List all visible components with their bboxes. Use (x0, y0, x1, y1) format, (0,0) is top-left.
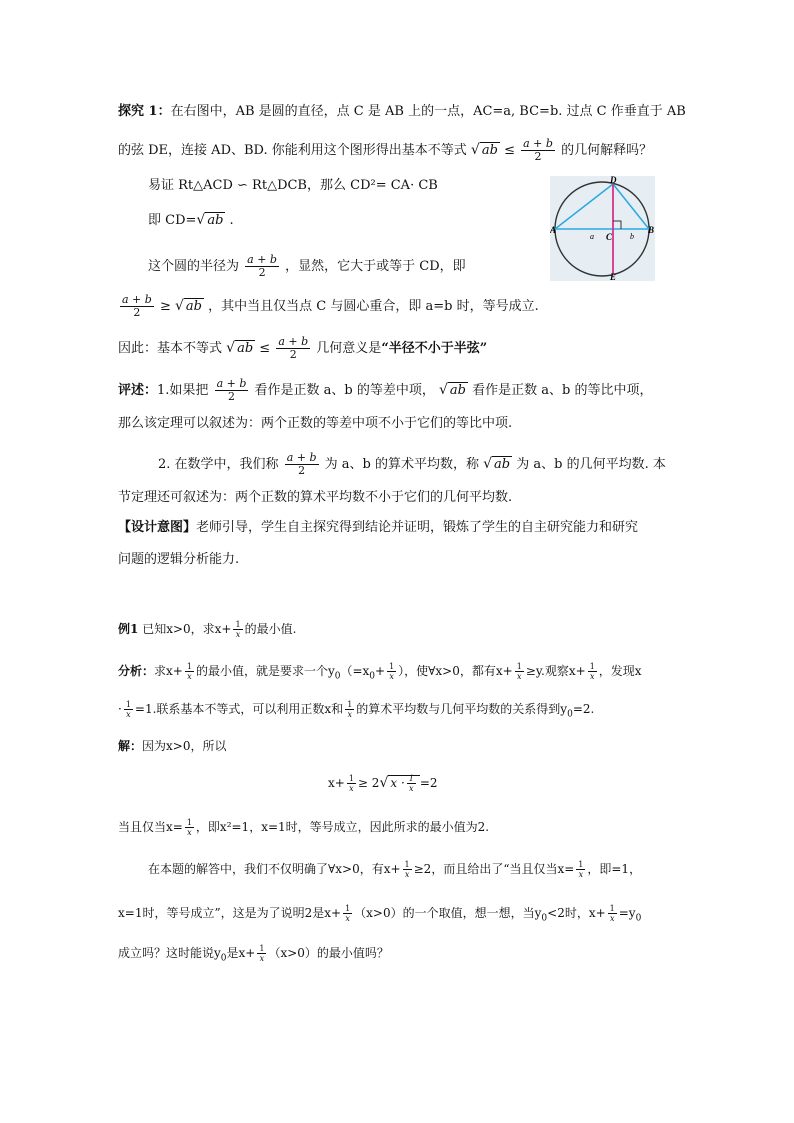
review-line-3: 2. 在数学中，我们称 $\frac{a + b}{2}$ 为 a、b 的算术平均数，称 √ ab 为 a、b 的几何平均数. 本 (158, 451, 666, 477)
frac-a-plus-b-over-2: $\frac{a + b}{2}$ (247, 253, 277, 279)
analysis-line-1: 分析：求x+ $\frac{1}{x}$ 的最小值，就是要求一个$y_0(=x_0+$ $\frac{1}{x}$ ），使∀x>0，都有x+ $\frac{1}{x}$ ≥y.观察x+ $\frac{1}{x}$ ，发现x (118, 662, 642, 682)
frac-1-over-x: $\frac{1}{x}$ (578, 860, 584, 879)
review-label: 评述： (118, 383, 158, 398)
sqrt-x-times-1-over-x: √ x · $\frac{1}{x}$ (379, 774, 419, 793)
frac-1-over-x: $\frac{1}{x}$ (186, 662, 192, 681)
explore-label: 探究 1： (118, 104, 171, 119)
frac-1-over-x: $\frac{1}{x}$ (408, 774, 414, 793)
solution-formula: x+ $\frac{1}{x}$ ≥ 2√ x · $\frac{1}{x}$ =2 (328, 774, 438, 793)
sqrt-ab: √ ab (175, 298, 202, 314)
example-question: 例1 已知x>0，求x+ $\frac{1}{x}$ 的最小值. (118, 620, 297, 639)
solution-label: 解： (118, 739, 143, 753)
label-E: E (610, 272, 617, 281)
example-label: 例1 (118, 622, 139, 636)
circle-diagram-svg (550, 176, 655, 281)
segment-ad (555, 184, 613, 229)
sqrt-ab: √ ab (483, 456, 511, 472)
discussion-line-1: 在本题的解答中，我们不仅明确了∀x>0，有x+ $\frac{1}{x}$ ≥2，而且给出了“当且仅当x= $\frac{1}{x}$ ，即=1， (148, 860, 642, 879)
analysis-label: 分析： (118, 664, 155, 678)
review-line-1: 评述：1.如果把 $\frac{a + b}{2}$ 看作是正数 a、b 的等差中项， √ ab 看作是正数 a、b 的等比中项， (118, 377, 653, 403)
explore-text-2a: 的弦 DE，连接 AD、BD. 你能利用这个图形得出基本不等式 (118, 143, 467, 158)
intent-line-1: 【设计意图】老师引导，学生自主探究得到结论并证明，锻炼了学生的自主研究能力和研究 (118, 520, 639, 535)
proof-line-1: 易证 Rt△ACD ∽ Rt△DCB，那么 CD²= CA· CB (148, 178, 438, 193)
frac-1-over-x: $\frac{1}{x}$ (125, 700, 131, 719)
label-A: A (550, 225, 557, 235)
intent-label: 【设计意图】 (118, 520, 197, 535)
frac-1-over-x: $\frac{1}{x}$ (345, 904, 351, 923)
frac-1-over-x: $\frac{1}{x}$ (589, 662, 595, 681)
circle-diagram (550, 176, 655, 281)
radius-line: 这个圆的半径为 $\frac{a + b}{2}$ ，显然，它大于或等于 CD，即 (148, 253, 466, 279)
explore-text-2b: 的几何解释吗？ (561, 143, 653, 158)
frac-a-plus-b-over-2: $\frac{a + b}{2}$ (286, 451, 317, 477)
frac-1-over-x: $\frac{1}{x}$ (347, 700, 353, 719)
sqrt-ab: √ ab (439, 382, 466, 398)
leq-sign: ≤ (504, 143, 515, 158)
intent-line-2: 问题的逻辑分析能力. (118, 552, 240, 567)
explore-text-1: 在右图中，AB 是圆的直径，点 C 是 AB 上的一点，AC=a, BC=b. 过点 C 作垂直于 AB (170, 104, 686, 119)
label-B: B (648, 225, 655, 235)
frac-a-plus-b-over-2: $\frac{a + b}{2}$ (216, 377, 247, 403)
review-line-2: 那么该定理可以叙述为：两个正数的等差中项不小于它们的等比中项. (118, 416, 513, 431)
frac-1-over-x: $\frac{1}{x}$ (516, 662, 522, 681)
explore-line-1 (118, 104, 686, 120)
frac-a-plus-b-over-2: $\frac{a + b}{2}$ (122, 293, 152, 319)
frac-1-over-x: $\frac{1}{x}$ (389, 662, 395, 681)
frac-1-over-x: $\frac{1}{x}$ (609, 904, 615, 923)
review-line-4: 节定理还可叙述为：两个正数的算术平均数不小于它们的几何平均数. (118, 490, 513, 505)
analysis-line-2: · $\frac{1}{x}$ =1.联系基本不等式，可以利用正数x和 $\frac{1}{x}$ 的算术平均数与几何平均数的关系得到$y_0=2$. (118, 700, 595, 720)
right-angle-mark (613, 221, 621, 229)
proof-line-2: 即 CD=√ ab . (148, 212, 234, 228)
frac-1-over-x: $\frac{1}{x}$ (259, 944, 265, 963)
solution-when-line: 当且仅当x= $\frac{1}{x}$ ，即x²=1，x=1时，等号成立，因此所求的最小值为2. (118, 818, 490, 837)
solution-line-1: 解：因为x>0，所以 (118, 739, 227, 753)
frac-1-over-x: $\frac{1}{x}$ (348, 774, 354, 793)
discussion-line-3: 成立吗？这时能说$y_0$是x+ $\frac{1}{x}$ （x>0）的最小值吗？ (118, 944, 389, 964)
sqrt-ab: √ ab (196, 212, 224, 228)
discussion-line-2: x=1时，等号成立”，这是为了说明2是x+ $\frac{1}{x}$ （x>0）的一个取值，想一想，当$y_0<2$时，x+ $\frac{1}{x}$ $=y_0$ (118, 904, 642, 924)
frac-1-over-x: $\frac{1}{x}$ (186, 818, 192, 837)
frac-1-over-x: $\frac{1}{x}$ (404, 860, 410, 879)
frac-1-over-x: $\frac{1}{x}$ (235, 620, 241, 639)
sqrt-ab: √ ab (226, 340, 254, 356)
therefore-line: 因此：基本不等式 √ ab ≤ $\frac{a + b}{2}$ 几何意义是“半径不小于半弦” (118, 335, 488, 361)
frac-a-plus-b-over-2: $\frac{a + b}{2}$ (278, 335, 309, 361)
sqrt-ab: √ ab (470, 142, 498, 158)
label-D: D (610, 176, 617, 185)
frac-a-plus-b-over-2: $\frac{a + b}{2}$ (523, 137, 553, 163)
label-C: C (606, 232, 613, 242)
explore-line-2 (118, 138, 652, 163)
equal-condition-line: $\frac{a + b}{2}$ ≥ √ ab ，其中当且仅当点 C 与圆心重合，即 a=b 时，等号成立. (122, 293, 539, 319)
therefore-quote: “半径不小于半弦” (381, 341, 488, 356)
label-b: b (630, 232, 634, 241)
label-a: a (590, 232, 594, 241)
